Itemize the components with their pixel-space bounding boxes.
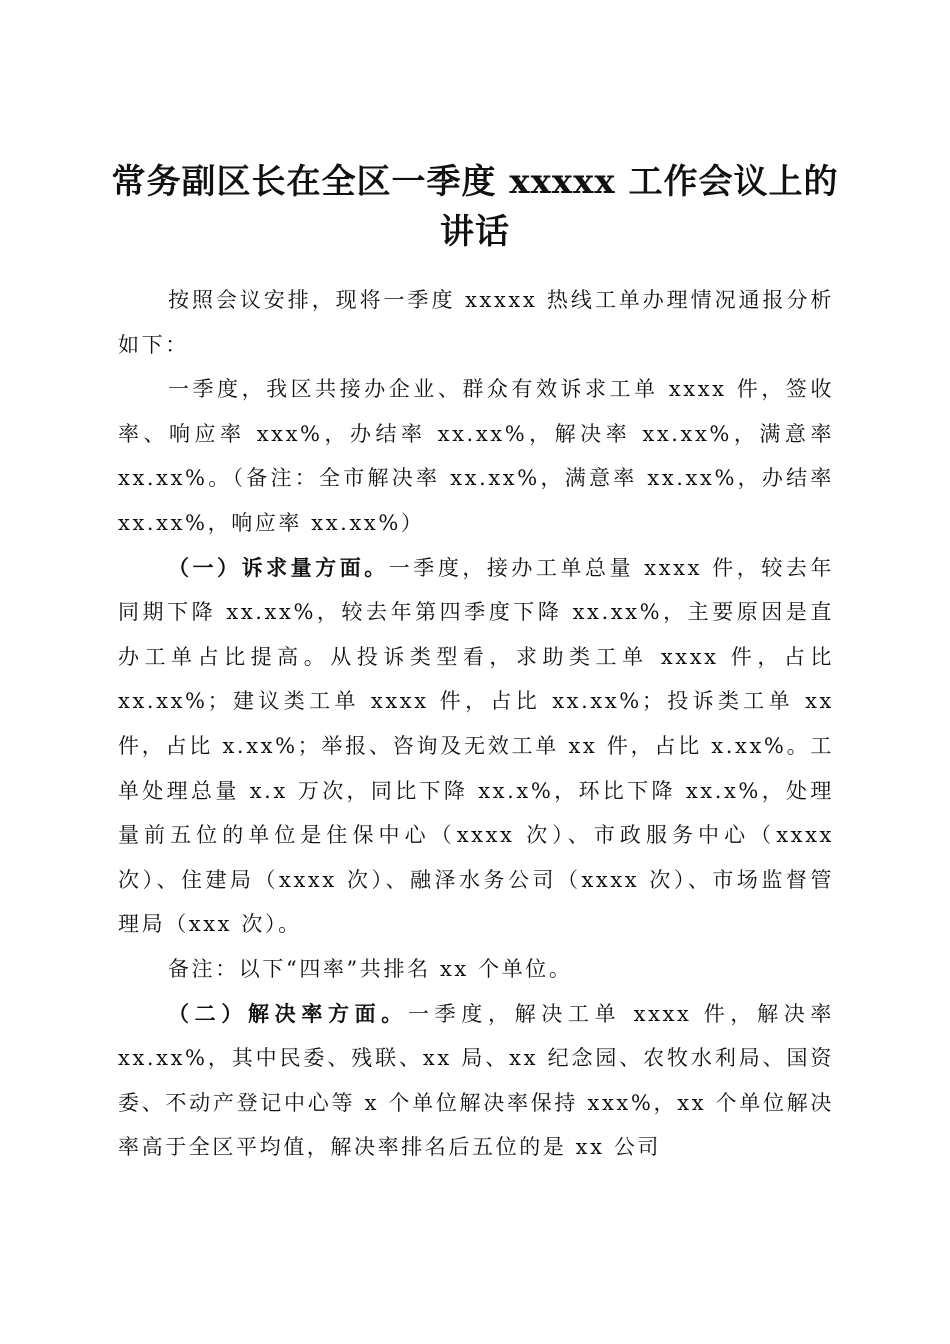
paragraph-resolution-rate	[118, 992, 834, 1170]
paragraph-text: 一季度，接办工单总量 xxxx 件，较去年同期下降 xx.xx%，较去年第四季度下降 xx.xx%，主要原因是直办工单占比提高。从投诉类型看，求助类工单 xxxx 件，占比 xx.xx%；建议类工单 xxxx 件，占比 xx.xx%；投诉类工单 xx 件，占比 x.xx%；举报、咨询及无效工单 xx 件，占比 x.xx%。工单处理总量 x.x 万次，同比下降 xx.x%，环比下降 xx.x%，处理量前五位的单位是住保中心（xxxx 次）、市政服务中心（xxxx 次）、住建局（xxxx 次）、融泽水务公司（xxxx 次）、市场监督管理局（xxx 次）。	[118, 555, 834, 937]
paragraph-request-volume	[118, 546, 834, 947]
document-title: 常务副区长在全区一季度 xxxxx 工作会议上的讲话	[111, 161, 839, 252]
paragraph-summary	[118, 367, 834, 545]
section-heading: （二）解决率方面。	[168, 1000, 408, 1026]
paragraph-note	[118, 947, 834, 992]
paragraph-text: 一季度，解决工单 xxxx 件，解决率 xx.xx%，其中民委、残联、xx 局、xx 纪念园、农牧水利局、国资委、不动产登记中心等 x 个单位解决率保持 xxx%，xx 个单位解决率高于全区平均值，解决率排名后五位的是 xx 公司	[118, 1001, 835, 1160]
paragraph-text: 备注：以下“四率”共排名 xx 个单位。	[168, 956, 573, 981]
paragraph-intro	[118, 278, 834, 367]
section-heading: （一）诉求量方面。	[168, 554, 389, 580]
document-body	[118, 278, 834, 1170]
paragraph-text: 按照会议安排，现将一季度 xxxxx 热线工单办理情况通报分析如下：	[118, 288, 834, 357]
paragraph-text: 一季度，我区共接办企业、群众有效诉求工单 xxxx 件，签收率、响应率 xxx%，办结率 xx.xx%，解决率 xx.xx%，满意率 xx.xx%。（备注：全市解决率 xx.xx%，满意率 xx.xx%，办结率 xx.xx%，响应率 xx.xx%）	[118, 377, 834, 535]
